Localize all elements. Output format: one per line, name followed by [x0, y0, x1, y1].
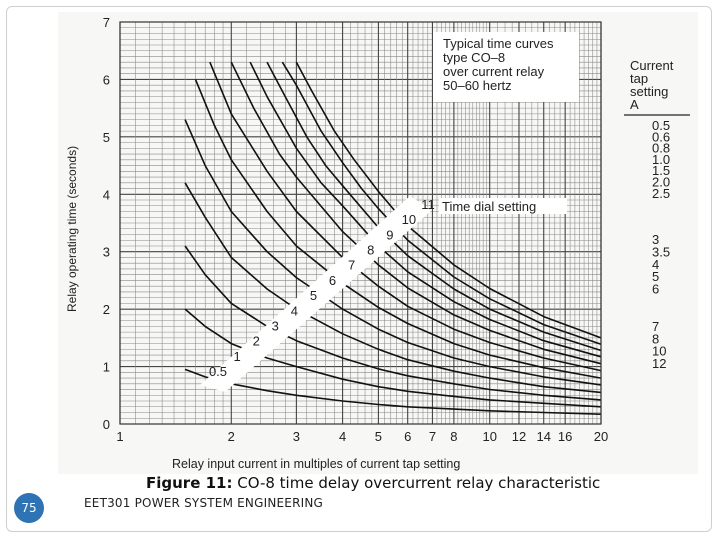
x-tick-label: 6	[404, 429, 412, 444]
x-tick-label: 3	[292, 429, 301, 444]
dial-label-group	[439, 198, 567, 214]
y-tick-label: 5	[102, 129, 110, 145]
x-tick-label: 20	[593, 429, 609, 444]
time-dial-setting-label: Time dial setting	[442, 199, 537, 214]
tap-setting-value: 1.0	[652, 151, 671, 167]
x-tick-label: 7	[428, 429, 437, 444]
x-tick-label: 1	[116, 429, 124, 444]
dial-label-8: 8	[367, 242, 375, 258]
tap-header-line: Current	[630, 58, 674, 73]
y-tick-label: 4	[102, 187, 110, 203]
tap-setting-value: 3.5	[652, 244, 671, 260]
figure-caption	[146, 474, 600, 492]
y-tick-label: 0	[102, 417, 110, 432]
tap-setting-value: 12	[652, 355, 667, 371]
tap-setting-value: 0.5	[652, 118, 671, 133]
dial-label-1: 1	[233, 348, 241, 364]
y-axis-label: Relay operating time (seconds)	[65, 145, 79, 312]
dial-label-6: 6	[328, 272, 337, 288]
tap-setting-value: 7	[652, 319, 660, 334]
x-tick-label: 5	[374, 429, 383, 444]
y-tick-label: 1	[102, 359, 110, 375]
figure-caption-number: Figure 11:	[146, 474, 233, 492]
x-tick-label: 16	[557, 429, 573, 444]
tap-setting-value: 6	[652, 281, 660, 297]
x-tick-label: 14	[536, 429, 551, 444]
x-tick-label: 8	[450, 429, 458, 444]
chart-title-box	[433, 32, 579, 102]
dial-label-11: 11	[421, 197, 435, 212]
dial-label-2: 2	[252, 333, 260, 349]
dial-label-band	[200, 196, 435, 392]
y-tick-label: 6	[102, 72, 110, 88]
chart-title-line: Typical time curves	[443, 36, 554, 51]
dial-label-3: 3	[271, 318, 279, 334]
tap-setting-value: 10	[652, 343, 667, 359]
y-tick-label: 2	[102, 302, 110, 318]
tap-setting-value: 1.5	[652, 163, 671, 179]
footer-course-title: EET301 POWER SYSTEM ENGINEERING	[84, 496, 324, 510]
tap-setting-value: 0.6	[652, 129, 671, 145]
chart-title-line: type CO–8	[443, 50, 506, 65]
y-tick-label: 3	[102, 244, 110, 260]
dial-label-5: 5	[309, 288, 318, 304]
tap-setting-value: 2.5	[652, 185, 671, 201]
page-number-badge: 75	[14, 493, 44, 523]
x-tick-label: 4	[338, 429, 347, 444]
dial-label-9: 9	[386, 227, 394, 243]
tap-header-line: A	[630, 97, 639, 112]
tap-setting-value: 2.0	[652, 174, 671, 190]
tap-header-line: setting	[630, 84, 669, 99]
chart-title-line: over current relay	[443, 64, 545, 79]
dial-label-10: 10	[401, 212, 417, 228]
current-tap-setting-legend	[624, 58, 690, 371]
tap-header-line: tap	[630, 71, 649, 86]
x-tick-label: 2	[227, 429, 235, 444]
tap-setting-value: 8	[652, 331, 660, 347]
x-tick-label: 10	[482, 429, 497, 444]
tap-setting-value: 5	[652, 269, 660, 285]
dial-label-4: 4	[290, 303, 298, 319]
tap-setting-value: 3	[652, 232, 660, 247]
dial-label-0.5: 0.5	[208, 364, 228, 379]
tap-setting-value: 4	[652, 256, 660, 272]
tap-setting-value: 0.8	[652, 140, 671, 156]
y-tick-label: 7	[102, 15, 110, 30]
tap-setting-header	[630, 58, 674, 112]
x-tick-label: 12	[511, 429, 527, 444]
figure-caption-text: CO-8 time delay overcurrent relay characteristic	[232, 474, 601, 492]
dial-label-7: 7	[348, 257, 356, 273]
x-axis-label: Relay input current in multiples of current tap setting	[172, 457, 461, 471]
chart-title-line: 50–60 hertz	[443, 78, 512, 93]
